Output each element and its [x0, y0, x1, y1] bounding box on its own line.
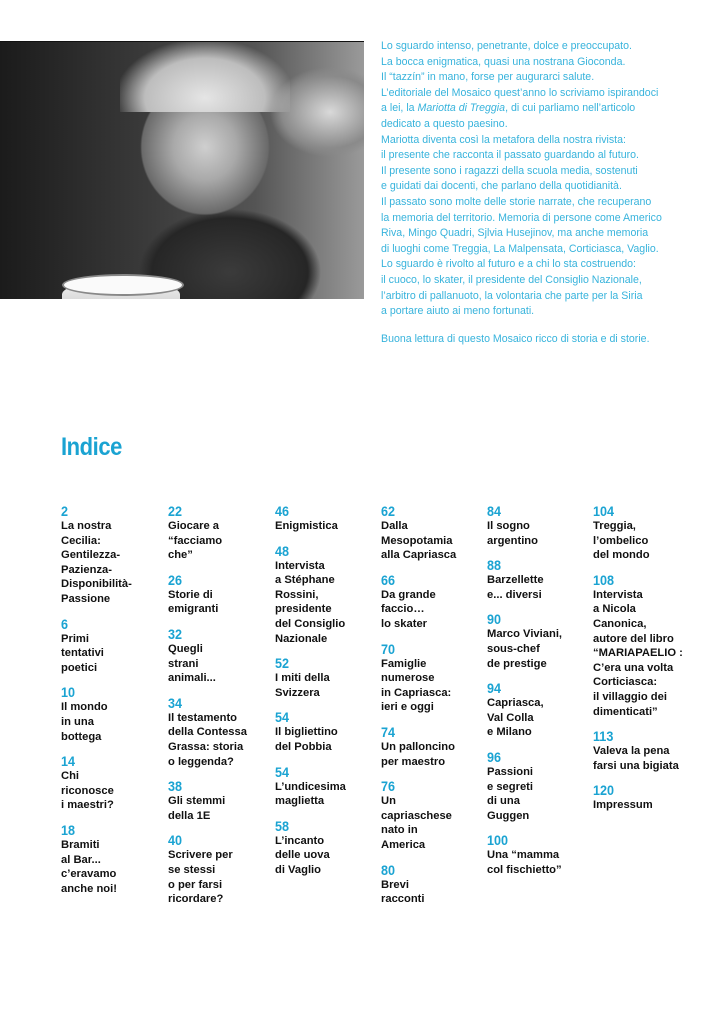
index-page-number: 100 — [487, 832, 509, 849]
editorial-line: dedicato a questo paesino. — [381, 117, 508, 130]
index-page-number: 62 — [381, 503, 396, 519]
index-entry[interactable] — [381, 641, 501, 715]
editorial-line: L’editoriale del Mosaico quest’anno lo scriviamo ispirandoci — [381, 86, 659, 99]
index-entry[interactable] — [487, 611, 607, 671]
index-page-number: 120 — [593, 782, 615, 799]
index-entry[interactable] — [275, 764, 395, 809]
index-entry[interactable] — [593, 503, 713, 563]
index-page-number: 74 — [381, 723, 396, 740]
index-page-number: 80 — [381, 861, 396, 878]
index-entry[interactable] — [61, 684, 181, 744]
index-column-2 — [168, 503, 288, 916]
index-entry-title: Il mondo in una bottega — [61, 701, 108, 743]
index-page-number: 46 — [275, 503, 290, 519]
editorial-line: Lo sguardo intenso, penetrante, dolce e preoccupato. — [381, 40, 632, 52]
index-entry[interactable] — [487, 503, 607, 548]
index-entry[interactable] — [168, 503, 288, 563]
index-column-5 — [487, 503, 607, 887]
editorial-line: Il presente sono i ragazzi della scuola media, sostenuti — [381, 164, 638, 177]
index-entry[interactable] — [381, 503, 501, 563]
index-entry-title: Il testamento della Contessa Grassa: storia o leggenda? — [168, 711, 247, 768]
index-entry[interactable] — [168, 778, 288, 823]
index-entry-title: Giocare a “facciamo che” — [168, 520, 223, 562]
photo-hair-highlight — [120, 42, 290, 112]
index-entry[interactable] — [487, 749, 607, 823]
index-entry-title: Chi riconosce i maestri? — [61, 770, 114, 812]
index-entry[interactable] — [275, 709, 395, 754]
index-entry-title: Primi tentativi poetici — [61, 632, 104, 674]
index-entry[interactable] — [168, 832, 288, 906]
editorial-line: di luoghi come Treggia, La Malpensata, Corticiasca, Vaglio. — [381, 242, 659, 255]
index-page-number: 40 — [168, 832, 183, 849]
index-page-number: 6 — [61, 615, 69, 632]
index-entry-title: Capriasca, Val Colla e Milano — [487, 697, 544, 739]
index-page-number: 22 — [168, 503, 183, 519]
index-entry[interactable] — [168, 695, 288, 769]
editorial-line: l’arbitro di pallanuoto, la volontaria che parte per la Siria — [381, 289, 643, 302]
editorial-line: Riva, Mingo Quadri, Sjlvia Husejinov, ma anche memoria — [381, 227, 649, 240]
index-entry[interactable] — [275, 543, 395, 647]
index-entry-title: I miti della Svizzera — [275, 672, 330, 699]
index-entry[interactable] — [381, 724, 501, 769]
index-entry[interactable] — [593, 572, 713, 719]
index-page-number: 14 — [61, 753, 76, 770]
index-entry[interactable] — [168, 572, 288, 617]
editorial-text — [381, 39, 711, 347]
index-entry-title: Barzellette e... diversi — [487, 574, 544, 601]
index-entry-title: Enigmistica — [275, 520, 338, 532]
index-entry-title: Intervista a Nicola Canonica, autore del libro “MARIAPAELIO : C’era una volta Corticiasca: il villaggio dei dimenticati” — [593, 588, 683, 718]
index-column-1 — [61, 503, 181, 905]
index-entry-title: Marco Viviani, sous-chef de prestige — [487, 628, 563, 670]
editorial-line: il cuoco, lo skater, il presidente del Consiglio Nazionale, — [381, 273, 642, 286]
index-entry[interactable] — [593, 782, 713, 813]
index-page-number: 84 — [487, 503, 502, 519]
index-entry-title: La nostra Cecilia: Gentilezza- Pazienza- Disponibilità- Passione — [61, 520, 132, 605]
index-entry-title: Storie di emigranti — [168, 588, 219, 616]
index-column-3 — [275, 503, 395, 887]
index-page-number: 104 — [593, 503, 615, 519]
editorial-line: il presente che racconta il passato guardando al futuro. — [381, 149, 639, 162]
index-page-number: 48 — [275, 542, 290, 559]
index-entry-title: Treggia, l’ombelico del mondo — [593, 520, 650, 562]
index-page-number: 70 — [381, 640, 396, 657]
index-page-number: 90 — [487, 611, 502, 628]
index-entry[interactable] — [487, 557, 607, 602]
index-entry[interactable] — [61, 753, 181, 813]
index-page-number: 18 — [61, 821, 76, 838]
index-entry[interactable] — [61, 503, 181, 607]
index-entry-title: Valeva la pena farsi una bigiata — [593, 745, 679, 772]
index-page-number: 2 — [61, 503, 69, 519]
photo-cup-rim — [62, 274, 184, 296]
index-column-4 — [381, 503, 501, 916]
editorial-line: e guidati dai docenti, che parlano della quotidianità. — [381, 180, 622, 193]
index-entry[interactable] — [381, 572, 501, 632]
index-page-number: 88 — [487, 557, 502, 574]
index-page-number: 54 — [275, 763, 290, 780]
index-page-number: 94 — [487, 680, 502, 697]
index-entry-title: Un capriaschese nato in America — [381, 795, 452, 851]
cover-photo-elderly-woman-with-cup — [0, 41, 364, 299]
index-entry-title: Un palloncino per maestro — [381, 740, 455, 768]
index-entry[interactable] — [275, 655, 395, 700]
index-page-number: 10 — [61, 684, 76, 701]
index-entry-title: L’incanto delle uova di Vaglio — [275, 834, 330, 876]
index-entry[interactable] — [168, 626, 288, 686]
index-entry-title: Scrivere per se stessi o per farsi ricordare? — [168, 849, 233, 906]
index-entry-title: Il bigliettino del Pobbia — [275, 726, 338, 753]
index-entry-title: Passioni e segreti di una Guggen — [487, 765, 534, 822]
index-title: Indice — [61, 433, 122, 461]
index-entry[interactable] — [275, 818, 395, 878]
editorial-closing: Buona lettura di questo Mosaico ricco di storia e di storie. — [381, 332, 650, 345]
index-page-number: 66 — [381, 571, 396, 588]
editorial-line: la memoria del territorio. Memoria di persone come Americo — [381, 211, 662, 224]
index-entry[interactable] — [61, 822, 181, 896]
index-entry[interactable] — [381, 778, 501, 852]
index-entry-title: Gli stemmi della 1E — [168, 795, 226, 822]
index-entry[interactable] — [487, 680, 607, 740]
editorial-line: Lo sguardo è rivolto al futuro e a chi lo sta costruendo: — [381, 258, 636, 271]
index-page-number: 113 — [593, 728, 614, 745]
index-page-number: 76 — [381, 778, 396, 795]
index-entry-title: Famiglie numerose in Capriasca: ieri e oggi — [381, 657, 452, 714]
index-page-number: 32 — [168, 625, 183, 642]
index-entry-title: Quegli strani animali... — [168, 642, 216, 685]
editorial-line: Il passato sono molte delle storie narrate, che recuperano — [381, 195, 652, 208]
index-page-number: 96 — [487, 748, 502, 765]
index-page-number: 58 — [275, 817, 290, 834]
index-page-number: 34 — [168, 694, 183, 711]
index-page-number: 54 — [275, 709, 290, 726]
index-page-number: 108 — [593, 571, 615, 588]
index-entry[interactable] — [275, 503, 395, 534]
index-entry-title: Il sogno argentino — [487, 520, 538, 547]
index-entry-title: Dalla Mesopotamia alla Capriasca — [381, 520, 457, 562]
index-page-number: 26 — [168, 571, 183, 588]
index-entry-title: Da grande faccio… lo skater — [381, 588, 436, 630]
editorial-line: Il “tazzín” in mano, forse per augurarci salute. — [381, 71, 595, 84]
index-entry-title: L’undicesima maglietta — [275, 780, 346, 808]
index-entry-title: Una “mamma col fischietto” — [487, 849, 562, 876]
index-entry[interactable] — [61, 616, 181, 676]
index-entry-title: Impressum — [593, 799, 653, 812]
index-entry[interactable] — [381, 862, 501, 907]
index-column-6 — [593, 503, 713, 822]
editorial-line: Mariotta diventa così la metafora della nostra rivista: — [381, 133, 626, 146]
index-entry[interactable] — [593, 728, 713, 773]
editorial-line: La bocca enigmatica, quasi una nostrana Gioconda. — [381, 55, 626, 68]
editorial-line: a portare aiuto ai meno fortunati. — [381, 305, 535, 318]
index-page-number: 38 — [168, 778, 183, 795]
index-entry-title: Brevi racconti — [381, 878, 425, 906]
index-entry-title: Bramiti al Bar... c’eravamo anche noi! — [61, 838, 117, 895]
editorial-line: a lei, la Mariotta di Treggia, di cui parliamo nell’articolo — [381, 102, 636, 115]
index-page-number: 52 — [275, 655, 290, 672]
index-entry-title: Intervista a Stéphane Rossini, presidente del Consiglio Nazionale — [275, 559, 346, 645]
index-entry[interactable] — [487, 832, 607, 877]
